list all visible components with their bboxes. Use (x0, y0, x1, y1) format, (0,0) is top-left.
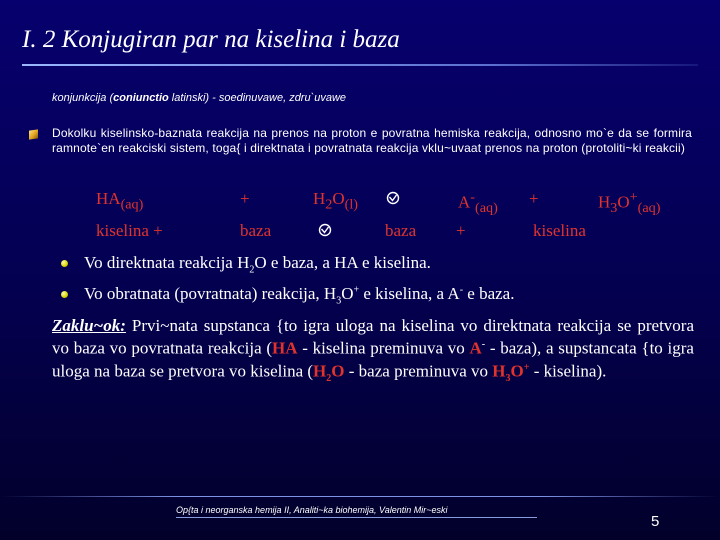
eq-h2o-2: 2 (325, 196, 333, 213)
eq-plus-2: + (529, 189, 539, 208)
conclusion-text-4: - baza preminuva vo (344, 361, 493, 381)
eq-baza-2: baza (385, 221, 417, 240)
eq-plus-1: + (240, 189, 250, 208)
slide-title: I. 2 Konjugiran par na kiselina i baza (22, 26, 400, 53)
footer-text: Op{ta i neorganska hemija II, Analiti~ka biohemija, Valentin Mir~eski (176, 505, 537, 518)
footer-divider (0, 496, 720, 497)
conclusion-highlight-h2o-h: H (313, 361, 327, 381)
eq-plus-3: + (153, 221, 163, 240)
eq-h3o-charge: + (629, 189, 638, 205)
eq-ha-formula: HA (96, 189, 121, 208)
conclusion-text-3: - baza), a supstancata {to igra uloga na baza se pretvora vo kiselina ( (52, 338, 694, 381)
eq-plus-4: + (456, 221, 466, 240)
eq-h3o-3: 3 (610, 200, 618, 217)
line2-sup: + (353, 284, 360, 296)
page-number: 5 (651, 513, 660, 530)
eq-h3o-h: H (598, 192, 611, 212)
conclusion-highlight-a: A (469, 338, 482, 358)
dot-bullet-icon (61, 260, 68, 267)
subtitle (52, 92, 346, 104)
eq-a-formula: A (458, 192, 471, 212)
line2-part-c: e kiselina, a A (359, 284, 460, 303)
line2-sup2: - (459, 284, 464, 296)
eq-ha-state: (aq) (120, 196, 144, 213)
line2-part-d: e baza. (463, 284, 515, 303)
line2-part-a: Vo obratnata (povratnata) reakcija, H (84, 284, 337, 303)
intro-paragraph: Dokolku kiselinsko-baznata reakcija na prenos na proton e povratna hemiska reakcija, odnosno mo`e da se formira ramnote`en reakciski sistem, toga{ i direktnata i povratnata reakcija vklu~uvaat prenos na proton (protoliti~ki reakcii) (52, 126, 692, 155)
eq-kiselina-2: kiselina (533, 221, 586, 240)
equilibrium-arrow-icon (386, 189, 400, 209)
eq-h3o-state: (aq) (637, 200, 661, 217)
eq-a (458, 189, 498, 217)
conclusion-highlight-h2o-o: O (331, 361, 345, 381)
conclusion-highlight-h3o-o: O (510, 361, 524, 381)
reverse-reaction-line (84, 284, 514, 306)
eq-h2o (313, 189, 358, 213)
eq-h2o-state: (l) (344, 196, 359, 213)
line1-part-a: Vo direktnata reakcija H (84, 253, 250, 272)
conclusion-highlight-h3o-h: H (492, 361, 506, 381)
eq-a-charge: - (470, 189, 475, 205)
conclusion-highlight-ha: HA (272, 338, 298, 358)
conclusion-lead: Zaklu~ok: (52, 316, 126, 335)
eq-ha (96, 189, 143, 213)
conclusion-paragraph (52, 316, 694, 388)
eq-kiselina-1-label: kiselina (96, 221, 149, 240)
cube-bullet-icon (29, 129, 38, 139)
conclusion-highlight-h3o-sub: 3 (505, 372, 511, 384)
conclusion-highlight-h3o-charge: + (523, 361, 530, 373)
subtitle-suffix: latinski) - soedinuvawe, zdru`uvawe (168, 92, 347, 104)
eq-baza-1: baza (240, 221, 272, 240)
equilibrium-arrow-icon-2 (318, 221, 332, 241)
conclusion-highlight-h2o-sub: 2 (326, 372, 332, 384)
title-divider (22, 64, 698, 66)
eq-h3o-o: O (617, 192, 630, 212)
line1-part-b: O e baza, a HA e kiselina. (254, 253, 431, 272)
conclusion-text-5: - kiselina). (529, 361, 607, 381)
eq-h2o-h: H (313, 189, 326, 208)
subtitle-prefix: konjunkcija ( (52, 92, 114, 104)
conclusion-highlight-a-charge: - (481, 339, 486, 350)
line2-part-b: O (341, 284, 354, 303)
eq-a-state: (aq) (475, 200, 498, 217)
subtitle-bold: coniunctio (113, 92, 169, 104)
line1-sub: 2 (249, 264, 255, 276)
line2-sub: 3 (336, 295, 342, 307)
eq-kiselina-1 (96, 221, 163, 241)
eq-h3o (598, 189, 660, 217)
conclusion-text-1: Prvi~nata supstanca {to igra uloga na kiselina vo direktnata reakcija se pretvora vo baza vo povratnata reakcija ( (52, 316, 694, 358)
conclusion-text-2: - kiselina preminuva vo (297, 338, 470, 358)
dot-bullet-icon (61, 291, 68, 298)
direct-reaction-line (84, 253, 431, 275)
eq-h2o-o: O (332, 189, 345, 208)
